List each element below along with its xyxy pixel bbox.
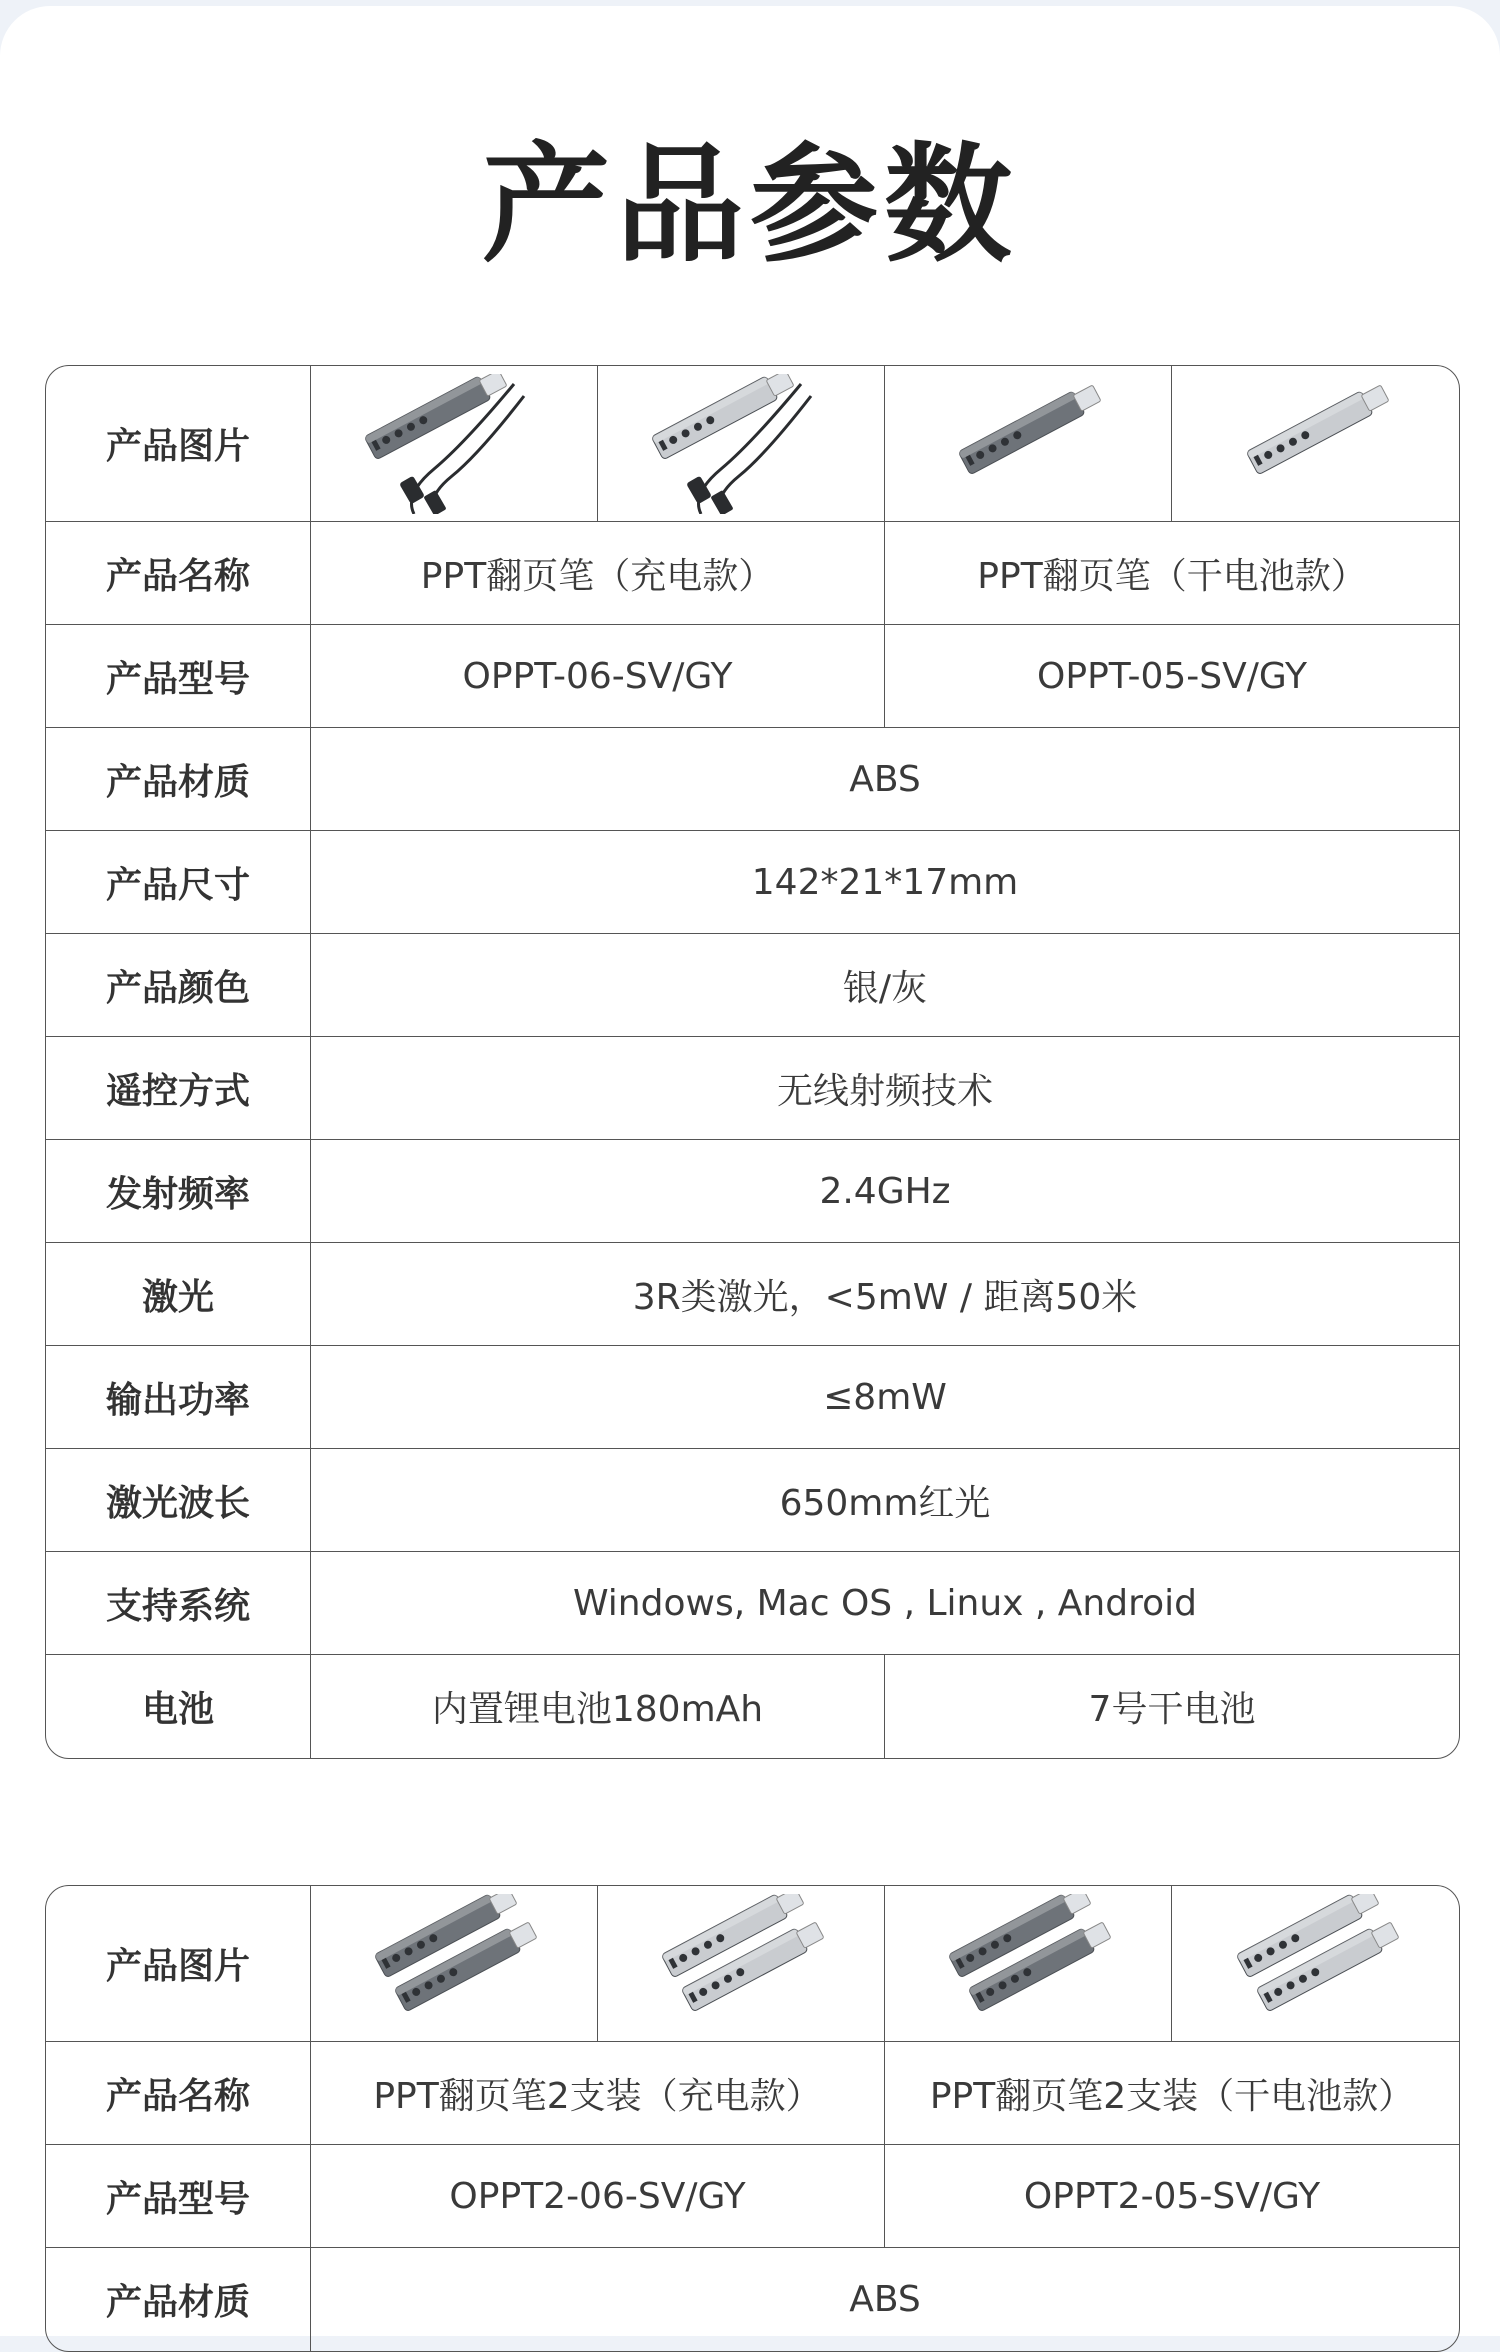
two-battery-presenters-gray-image [918,1894,1138,2034]
battery-presenter-gray-image [918,374,1138,514]
spec-value: OPPT-06-SV/GY [311,625,885,728]
spec-value: OPPT-05-SV/GY [885,625,1459,728]
product-image-cell [311,366,598,522]
spec-label: 发射频率 [46,1140,311,1243]
spec-value: 142*21*17mm [311,831,1459,934]
spec-value: 2.4GHz [311,1140,1459,1243]
spec-value: PPT翻页笔2支装（充电款） [311,2042,885,2145]
spec-label: 输出功率 [46,1346,311,1449]
page-title: 产品参数 [481,131,1018,280]
spec-label: 产品材质 [46,728,311,831]
product-image-cell [885,1886,1172,2042]
spec-value: PPT翻页笔2支装（干电池款） [885,2042,1459,2145]
spec-label: 激光 [46,1243,311,1346]
spec-label: 遥控方式 [46,1037,311,1140]
spec-row [46,1140,1459,1243]
spec-value: 无线射频技术 [311,1037,1459,1140]
spec-label: 产品材质 [46,2248,311,2351]
spec-value: Windows, Mac OS , Linux , Android [311,1552,1459,1655]
spec-value: 内置锂电池180mAh [311,1655,885,1758]
spec-row [46,625,1459,728]
spec-value: ABS [311,728,1459,831]
spec-row [46,934,1459,1037]
spec-table-single [45,365,1460,1759]
product-image-cell [311,1886,598,2042]
spec-value: OPPT2-06-SV/GY [311,2145,885,2248]
spec-label: 产品名称 [46,2042,311,2145]
spec-value: OPPT2-05-SV/GY [885,2145,1459,2248]
spec-value: ≤8mW [311,1346,1459,1449]
spec-label: 产品颜色 [46,934,311,1037]
spec-label: 激光波长 [46,1449,311,1552]
spec-label: 产品尺寸 [46,831,311,934]
spec-row [46,1346,1459,1449]
spec-value: ABS [849,2279,921,2320]
two-charging-presenters-silver-image [631,1894,851,2034]
spec-row [46,522,1459,625]
spec-row [46,2248,1459,2351]
spec-row [46,1886,1459,2042]
spec-label: 产品图片 [46,1886,311,2042]
spec-value: 7号干电池 [1088,1689,1256,1730]
spec-label: 电池 [46,1655,311,1758]
product-image-cell [1172,1886,1459,2042]
two-battery-presenters-silver-image [1206,1894,1426,2034]
product-image-cell [598,366,885,522]
spec-row [46,1655,1459,1758]
spec-value: 3R类激光，<5mW / 距离50米 [311,1243,1459,1346]
spec-row [46,366,1459,522]
battery-presenter-silver-image [1206,374,1426,514]
spec-value: PPT翻页笔（干电池款） [885,522,1459,625]
product-image-cell [598,1886,885,2042]
product-image-cell [1172,366,1459,522]
product-image-cell [885,366,1172,522]
charging-presenter-gray-with-cable-image [344,374,564,514]
spec-label: 产品型号 [46,625,311,728]
spec-value: 650mm红光 [311,1449,1459,1552]
spec-row [46,2042,1459,2145]
spec-row [46,1449,1459,1552]
spec-label: 支持系统 [46,1552,311,1655]
spec-value: 银/灰 [311,934,1459,1037]
spec-row [46,728,1459,831]
spec-row [46,831,1459,934]
charging-presenter-silver-with-cable-image [631,374,851,514]
spec-label: 产品名称 [46,522,311,625]
spec-table-double [45,1885,1460,2352]
two-charging-presenters-gray-image [344,1894,564,2034]
spec-value: PPT翻页笔（充电款） [311,522,885,625]
spec-label: 产品图片 [46,366,311,522]
spec-row [46,1552,1459,1655]
spec-row [46,1037,1459,1140]
spec-row [46,1243,1459,1346]
spec-label: 产品型号 [46,2145,311,2248]
spec-row [46,2145,1459,2248]
